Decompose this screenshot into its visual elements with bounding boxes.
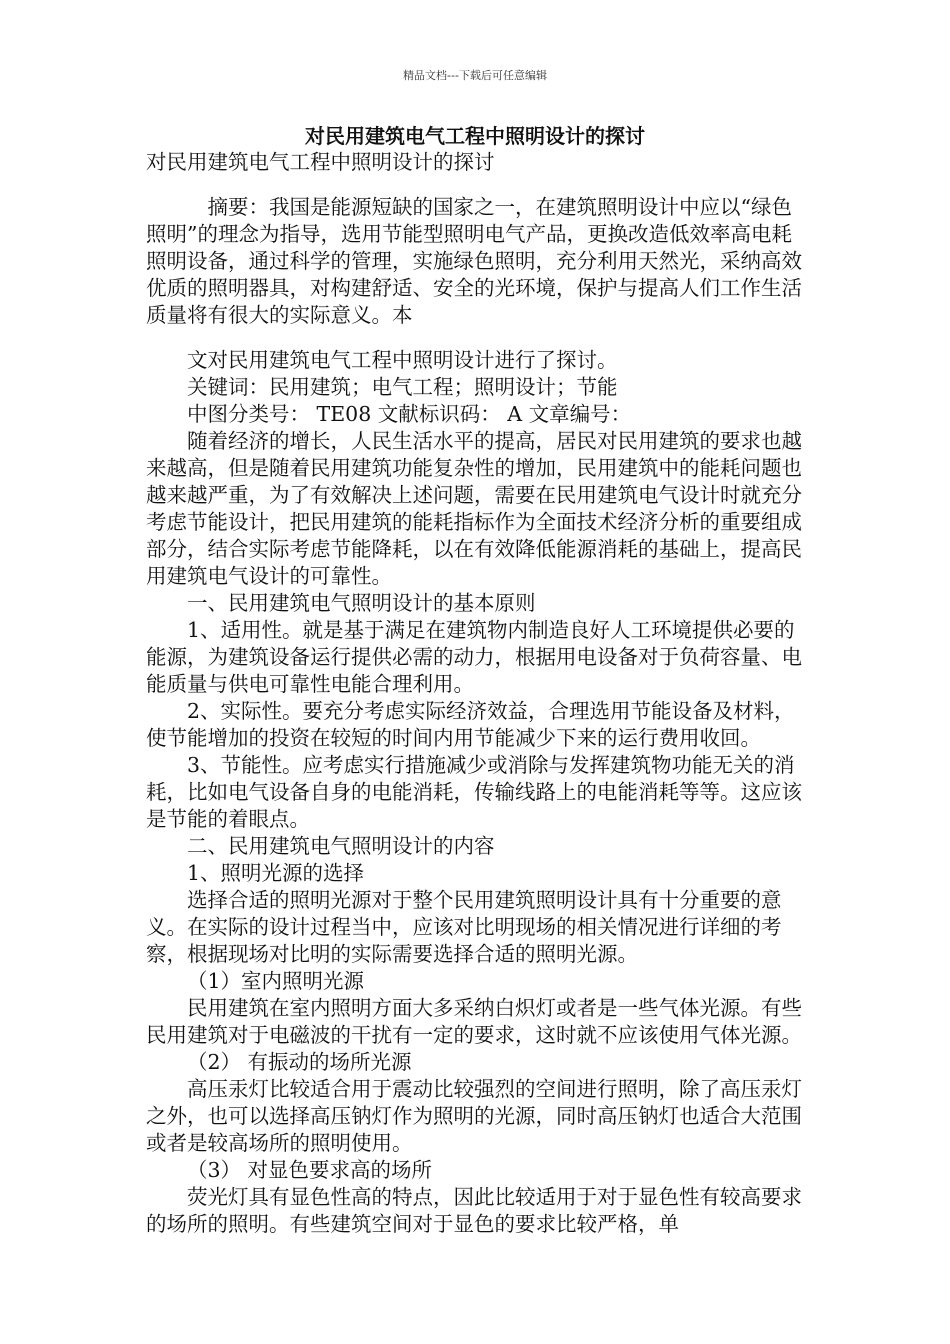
subsection-heading-light-source: 1、照明光源的选择 [187,861,365,885]
page-header: 精品文档---下载后可任意编辑 [403,69,547,82]
light-source-paragraph: 选择合适的照明光源对于整个民用建筑照明设计具有十分重要的意义。在实际的设计过程当中，应该对比明现场的相关情况进行详细的考察，根据现场对比明的实际需要选择合适的照明光源。 [146,888,782,966]
item-heading-vibration: （2） 有振动的场所光源 [187,1050,412,1074]
keywords-line: 关键词：民用建筑；电气工程；照明设计；节能 [187,375,618,399]
abstract-continuation: 文对民用建筑电气工程中照明设计进行了探讨。 [187,348,618,372]
indoor-paragraph: 民用建筑在室内照明方面大多采纳白炽灯或者是一些气体光源。有些民用建筑对于电磁波的干扰有一定的要求，这时就不应该使用气体光源。 [146,996,802,1047]
item-heading-indoor: （1）室内照明光源 [187,969,365,993]
principle-energy-saving: 3、节能性。应考虑实行措施减少或消除与发挥建筑物功能无关的消耗，比如电气设备自身的电能消耗，传输线路上的电能消耗等等。这应该是节能的着眼点。 [146,753,802,831]
document-body [146,149,810,1238]
vibration-paragraph: 高压汞灯比较适合用于震动比较强烈的空间进行照明，除了高压汞灯之外，也可以选择高压钠灯作为照明的光源，同时高压钠灯也适合大范围或者是较高场所的照明使用。 [146,1077,802,1155]
document-title: 对民用建筑电气工程中照明设计的探讨 [305,124,645,148]
section-heading-1: 一、民用建筑电气照明设计的基本原则 [187,591,536,615]
color-rendering-paragraph: 荧光灯具有显色性高的特点，因此比较适用于对于显色性有较高要求的场所的照明。有些建筑空间对于显色的要求比较严格，单 [146,1185,802,1236]
principle-applicability: 1、适用性。就是基于满足在建筑物内制造良好人工环境提供必要的能源，为建筑设备运行提供必需的动力，根据用电设备对于负荷容量、电能质量与供电可靠性电能合理利用。 [146,618,802,696]
principle-practicality: 2、实际性。要充分考虑实际经济效益，合理选用节能设备及材料，使节能增加的投资在较短的时间内用节能减少下来的运行费用收回。 [146,699,795,750]
intro-paragraph: 随着经济的增长，人民生活水平的提高，居民对民用建筑的要求也越来越高，但是随着民用建筑功能复杂性的增加，民用建筑中的能耗问题也越来越严重，为了有效解决上述问题，需要在民用建筑电气设计时就充分考虑节能设计，把民用建筑的能耗指标作为全面技术经济分析的重要组成部分，结合实际考虑节能降耗，以在有效降低能源消耗的基础上，提高民用建筑电气设计的可靠性。 [146,429,802,588]
classification-line: 中图分类号： TE08 文献标识码： A 文章编号： [187,402,632,426]
abstract-paragraph: 摘要：我国是能源短缺的国家之一，在建筑照明设计中应以“绿色照明”的理念为指导，选用节能型照明电气产品，更换改造低效率高电耗照明设备，通过科学的管理，实施绿色照明，充分利用天然光，采纳高效优质的照明器具，对构建舒适、安全的光环境，保护与提高人们工作生活质量将有很大的实际意义。本 [146,195,802,327]
section-heading-2: 二、民用建筑电气照明设计的内容 [187,834,495,858]
item-heading-color-rendering: （3） 对显色要求高的场所 [187,1158,433,1182]
subtitle-line: 对民用建筑电气工程中照明设计的探讨 [146,150,495,174]
